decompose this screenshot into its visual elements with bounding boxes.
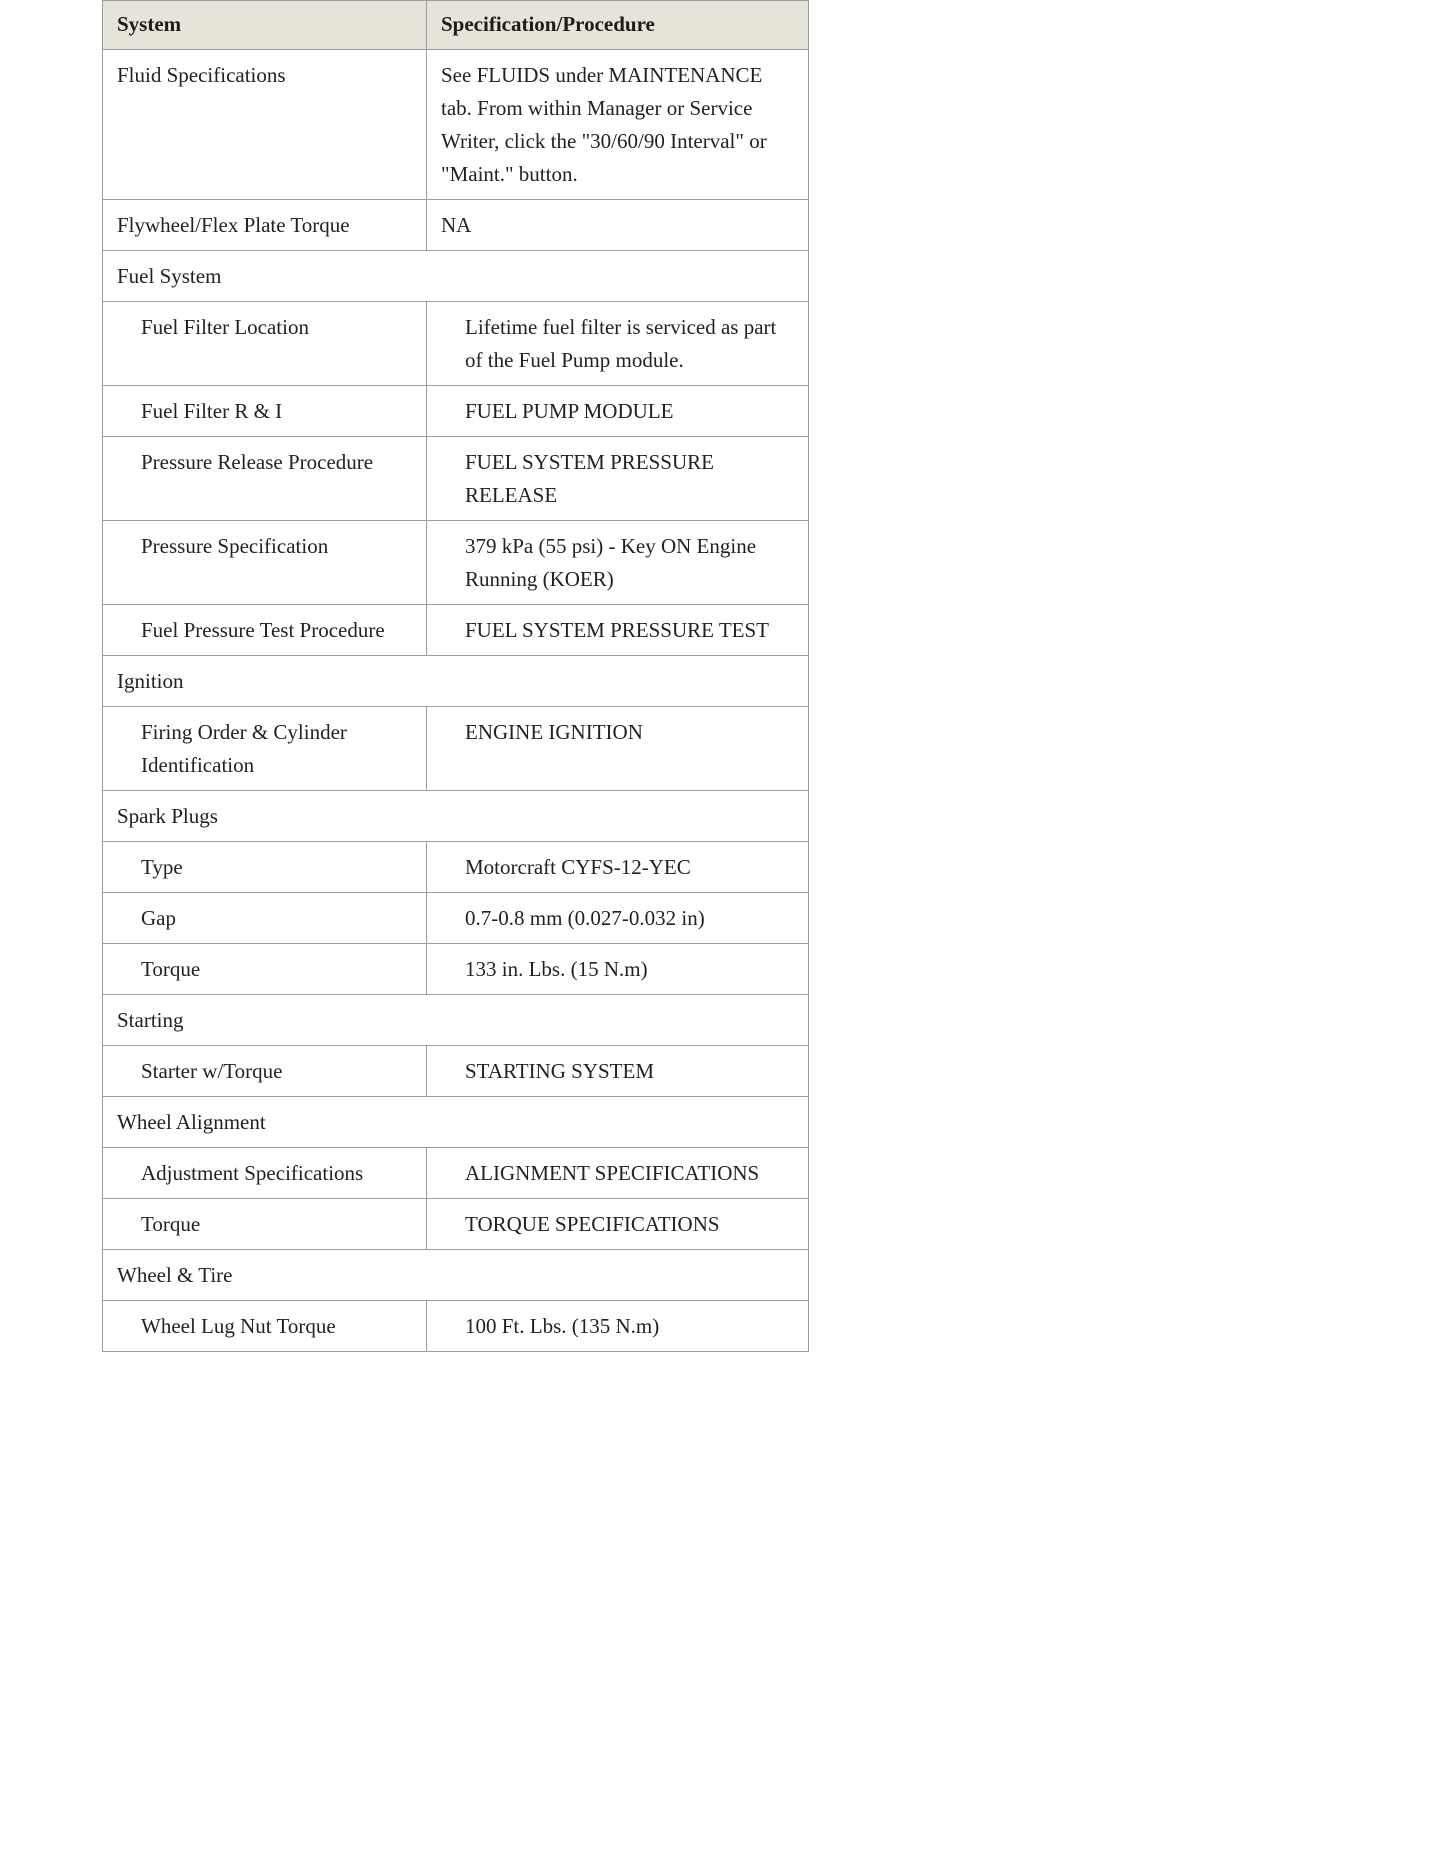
- system-cell: Torque: [103, 944, 427, 995]
- specification-cell: See FLUIDS under MAINTENANCE tab. From within Manager or Service Writer, click the "30/60/90 Interval" or "Maint." button.: [427, 50, 809, 200]
- group-label: Fuel System: [103, 251, 809, 302]
- system-cell: Fluid Specifications: [103, 50, 427, 200]
- group-row: [103, 995, 809, 1046]
- table-row: [103, 893, 809, 944]
- system-cell: Gap: [103, 893, 427, 944]
- group-row: [103, 791, 809, 842]
- group-label: Wheel Alignment: [103, 1097, 809, 1148]
- specification-cell: 133 in. Lbs. (15 N.m): [427, 944, 809, 995]
- specification-cell: Motorcraft CYFS-12-YEC: [427, 842, 809, 893]
- system-cell: Pressure Release Procedure: [103, 437, 427, 521]
- system-cell: Adjustment Specifications: [103, 1148, 427, 1199]
- specification-cell: NA: [427, 200, 809, 251]
- system-cell: Fuel Pressure Test Procedure: [103, 605, 427, 656]
- table-header: [103, 1, 809, 50]
- system-cell: Starter w/Torque: [103, 1046, 427, 1097]
- group-label: Wheel & Tire: [103, 1250, 809, 1301]
- table-row: [103, 1301, 809, 1352]
- group-row: [103, 656, 809, 707]
- system-cell: Torque: [103, 1199, 427, 1250]
- table-row: [103, 1148, 809, 1199]
- specification-cell: 0.7-0.8 mm (0.027-0.032 in): [427, 893, 809, 944]
- specification-cell: 379 kPa (55 psi) - Key ON Engine Running (KOER): [427, 521, 809, 605]
- table-row: [103, 605, 809, 656]
- group-label: Spark Plugs: [103, 791, 809, 842]
- table-row: [103, 1199, 809, 1250]
- specifications-table: [102, 0, 809, 1352]
- system-cell: Type: [103, 842, 427, 893]
- table-row: [103, 200, 809, 251]
- group-label: Ignition: [103, 656, 809, 707]
- table-row: [103, 521, 809, 605]
- table-row: [103, 50, 809, 200]
- table-row: [103, 1046, 809, 1097]
- system-cell: Fuel Filter R & I: [103, 386, 427, 437]
- specification-cell: FUEL PUMP MODULE: [427, 386, 809, 437]
- specification-cell: ALIGNMENT SPECIFICATIONS: [427, 1148, 809, 1199]
- header-row: [103, 1, 809, 50]
- table-row: [103, 437, 809, 521]
- table-row: [103, 386, 809, 437]
- system-cell: Fuel Filter Location: [103, 302, 427, 386]
- specification-cell: FUEL SYSTEM PRESSURE TEST: [427, 605, 809, 656]
- specification-cell: ENGINE IGNITION: [427, 707, 809, 791]
- table-row: [103, 944, 809, 995]
- specification-cell: Lifetime fuel filter is serviced as part of the Fuel Pump module.: [427, 302, 809, 386]
- table-body: [103, 50, 809, 1352]
- table-row: [103, 842, 809, 893]
- system-cell: Flywheel/Flex Plate Torque: [103, 200, 427, 251]
- table-row: [103, 302, 809, 386]
- specification-cell: STARTING SYSTEM: [427, 1046, 809, 1097]
- group-row: [103, 251, 809, 302]
- column-header-system: System: [103, 1, 427, 50]
- specification-cell: 100 Ft. Lbs. (135 N.m): [427, 1301, 809, 1352]
- specification-cell: FUEL SYSTEM PRESSURE RELEASE: [427, 437, 809, 521]
- table-row: [103, 707, 809, 791]
- specification-cell: TORQUE SPECIFICATIONS: [427, 1199, 809, 1250]
- group-row: [103, 1250, 809, 1301]
- group-row: [103, 1097, 809, 1148]
- group-label: Starting: [103, 995, 809, 1046]
- column-header-specification: Specification/Procedure: [427, 1, 809, 50]
- system-cell: Pressure Specification: [103, 521, 427, 605]
- system-cell: Wheel Lug Nut Torque: [103, 1301, 427, 1352]
- system-cell: Firing Order & Cylinder Identification: [103, 707, 427, 791]
